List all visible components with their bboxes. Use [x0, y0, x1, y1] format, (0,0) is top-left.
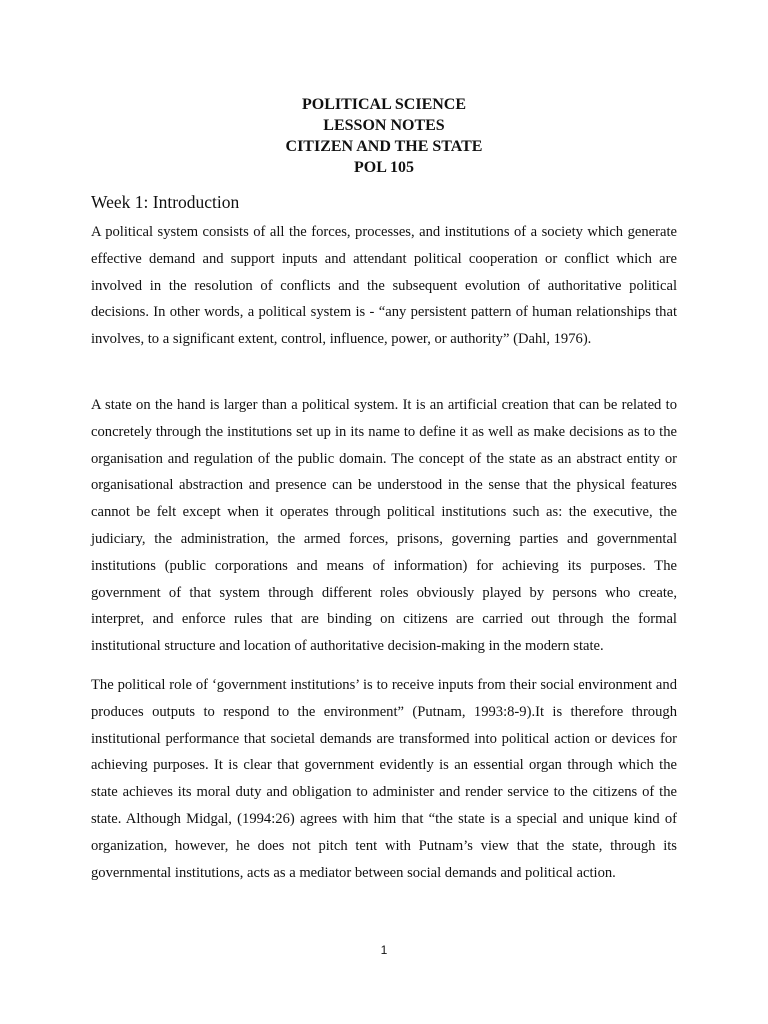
paragraph-3: The political role of ‘government institutions’ is to receive inputs from their social environment and produces outputs to respond to the environment” (Putnam, 1993:8-9).It is therefore through institutional performance that societal demands are transformed into political action or devices for achieving purposes. It is clear that government evidently is an essential organ through which the state achieves its moral duty and obligation to administer and render service to the citizens of the state. Although Midgal, (1994:26) agrees with him that “the state is a special and unique kind of organization, however, he does not pitch tent with Putnam’s view that the state, through its governmental institutions, acts as a mediator between social demands and political action.: [91, 677, 677, 881]
title-line-subject: POLITICAL SCIENCE: [301, 96, 467, 113]
paragraph-1: A political system consists of all the forces, processes, and institutions of a society which generate effective demand and support inputs and attendant political cooperation or conflict which are involved in the resolution of conflicts and the subsequent evolution of authoritative political decisions. In other words, a political system is - “any persistent pattern of human relationships that involves, to a significant extent, control, influence, power, or authority” (Dahl, 1976).: [91, 224, 677, 348]
section-heading: Week 1: Introduction: [91, 192, 240, 212]
paragraph-2: A state on the hand is larger than a political system. It is an artificial creation that can be related to concretely through the institutions set up in its name to define it as well as make decisions as to the organisation and regulation of the public domain. The concept of the state as an abstract entity or organisational abstraction and presence can be understood in the sense that the physical features cannot be felt except when it operates through political institutions such as: the executive, the judiciary, the administration, the armed forces, prisons, governing parties and governmental institutions (public corporations and means of information) for achieving its purposes. The government of that system through different roles obviously played by persons who create, interpret, and enforce rules that are binding on citizens are carried out through the formal institutional structure and location of authoritative decision-making in the modern state.: [91, 397, 677, 655]
title-line-course-code: POL 105: [353, 159, 414, 176]
title-line-topic: CITIZEN AND THE STATE: [285, 138, 483, 155]
document-title-block: [0, 94, 768, 178]
title-line-type: LESSON NOTES: [323, 117, 445, 134]
page-number: 1: [380, 943, 388, 957]
